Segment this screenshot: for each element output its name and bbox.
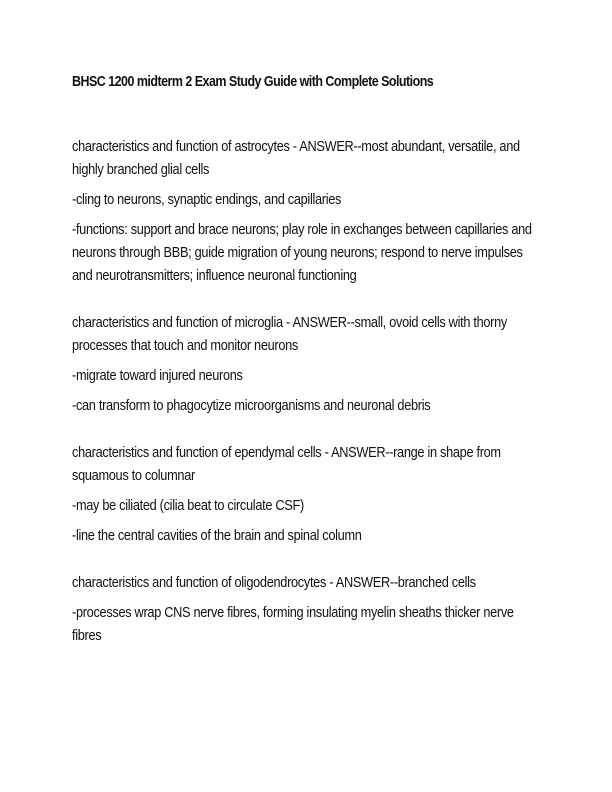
entry-paragraph: -cling to neurons, synaptic endings, and capillaries xyxy=(72,192,342,208)
entry-oligodendrocytes xyxy=(72,572,538,648)
entry-paragraph: characteristics and function of microglia - ANSWER--small, ovoid cells with thorny processes that touch and monitor neurons xyxy=(72,315,507,354)
entry-microglia xyxy=(72,312,538,418)
entry-paragraph: -functions: support and brace neurons; play role in exchanges between capillaries and neurons through BBB; guide migration of young neurons; respond to nerve impulses and neurotransmitters; influence neuronal functioning xyxy=(72,222,532,284)
document-content xyxy=(72,136,538,672)
entry-paragraph: -line the central cavities of the brain and spinal column xyxy=(72,528,362,544)
entry-paragraph: characteristics and function of oligodendrocytes - ANSWER--branched cells xyxy=(72,575,476,591)
entry-astrocytes xyxy=(72,136,538,288)
entry-paragraph: -processes wrap CNS nerve fibres, forming insulating myelin sheaths thicker nerve fibres xyxy=(72,605,514,644)
entry-paragraph: -may be ciliated (cilia beat to circulate CSF) xyxy=(72,498,304,514)
entry-paragraph: -can transform to phagocytize microorganisms and neuronal debris xyxy=(72,398,431,414)
document-title: BHSC 1200 midterm 2 Exam Study Guide with Complete Solutions xyxy=(72,74,434,90)
entry-paragraph: characteristics and function of astrocytes - ANSWER--most abundant, versatile, and highly branched glial cells xyxy=(72,139,520,178)
entry-paragraph: -migrate toward injured neurons xyxy=(72,368,243,384)
entry-ependymal-cells xyxy=(72,442,538,548)
entry-paragraph: characteristics and function of ependymal cells - ANSWER--range in shape from squamous to columnar xyxy=(72,445,501,484)
